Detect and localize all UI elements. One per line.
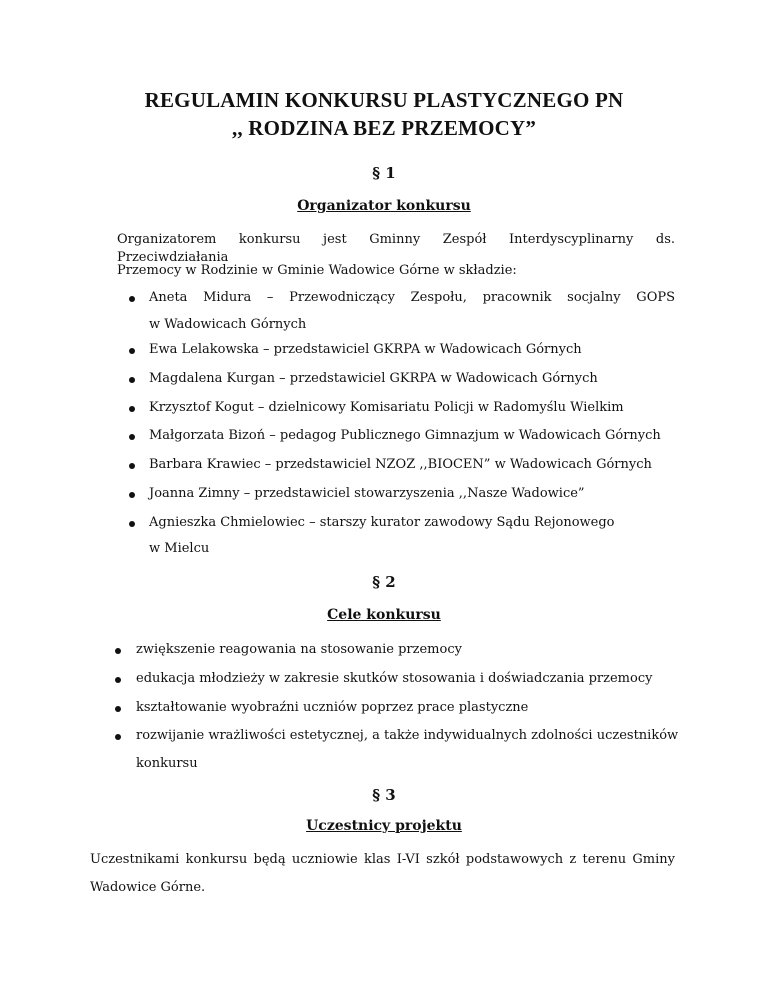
member-line: Agnieszka Chmielowiec – starszy kurator zawodowy Sądu Rejonowego	[149, 515, 615, 530]
goal-line: kształtowanie wyobraźni uczniów poprzez prace plastyczne	[136, 700, 529, 715]
bullet-icon	[129, 406, 135, 412]
member-line: Ewa Lelakowska – przedstawiciel GKRPA w Wadowicach Górnych	[149, 342, 582, 357]
bullet-icon	[115, 648, 121, 654]
section-1-mark: § 1	[372, 164, 396, 182]
member-line-continued: w Mielcu	[149, 541, 210, 556]
section-3-heading: Uczestnicy projektu	[306, 818, 462, 834]
bullet-icon	[129, 492, 135, 498]
bullet-icon	[129, 434, 135, 440]
bullet-icon	[129, 521, 135, 527]
bullet-icon	[115, 734, 121, 740]
section-1-intro-line-1: Organizatorem konkursu jest Gminny Zespół Interdyscyplinarny ds. Przeciwdziałania	[117, 232, 675, 265]
section-3-text-line-1: Uczestnikami konkursu będą uczniowie klas I-VI szkół podstawowych z terenu Gminy	[90, 852, 675, 867]
member-line-continued: w Wadowicach Górnych	[149, 317, 307, 332]
goal-line: edukacja młodzieży w zakresie skutków stosowania i doświadczania przemocy	[136, 671, 653, 686]
goal-line: rozwijanie wrażliwości estetycznej, a także indywidualnych zdolności uczestników	[136, 728, 679, 743]
goal-line: zwiększenie reagowania na stosowanie przemocy	[136, 642, 462, 657]
section-3-mark: § 3	[372, 786, 396, 804]
section-3-text-line-2: Wadowice Górne.	[90, 880, 206, 895]
member-line: Małgorzata Bizoń – pedagog Publicznego Gimnazjum w Wadowicach Górnych	[149, 428, 661, 443]
section-1-intro-line-2: Przemocy w Rodzinie w Gminie Wadowice Górne w składzie:	[117, 263, 517, 278]
bullet-icon	[129, 348, 135, 354]
member-line: Joanna Zimny – przedstawiciel stowarzyszenia ,,Nasze Wadowice”	[149, 486, 585, 501]
member-line: Magdalena Kurgan – przedstawiciel GKRPA w Wadowicach Górnych	[149, 371, 598, 386]
document-title-line-1: REGULAMIN KONKURSU PLASTYCZNEGO PN	[144, 88, 624, 112]
document-title-line-2: ,, RODZINA BEZ PRZEMOCY”	[231, 116, 537, 140]
member-line: Krzysztof Kogut – dzielnicowy Komisariatu Policji w Radomyślu Wielkim	[149, 400, 624, 415]
member-line: Aneta Midura – Przewodniczący Zespołu, pracownik socjalny GOPS	[149, 290, 675, 305]
bullet-icon	[129, 463, 135, 469]
member-line: Barbara Krawiec – przedstawiciel NZOZ ,,BIOCEN” w Wadowicach Górnych	[149, 457, 652, 472]
bullet-icon	[129, 377, 135, 383]
section-2-mark: § 2	[372, 573, 396, 591]
goal-line-continued: konkursu	[136, 756, 198, 771]
section-2-heading: Cele konkursu	[327, 607, 441, 623]
section-1-heading: Organizator konkursu	[297, 198, 471, 214]
bullet-icon	[115, 677, 121, 683]
bullet-icon	[129, 296, 135, 302]
bullet-icon	[115, 706, 121, 712]
